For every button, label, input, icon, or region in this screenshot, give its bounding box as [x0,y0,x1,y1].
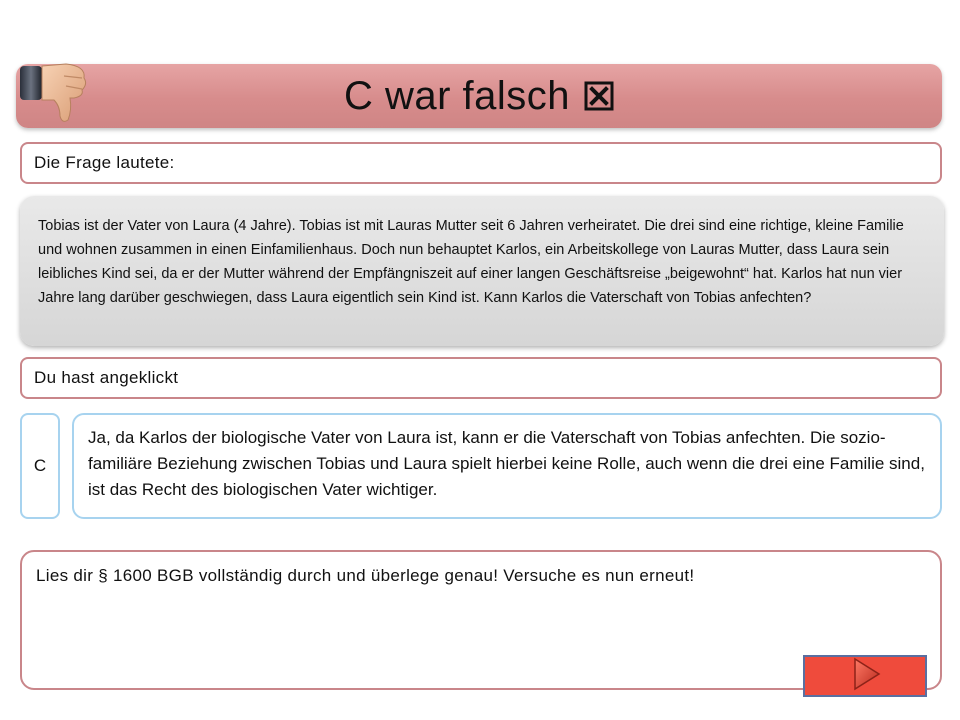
answer-letter-badge: C [20,413,60,519]
title-bar [16,64,942,128]
answer-label: Du hast angeklickt [20,357,942,399]
thumbs-down-icon [14,58,94,128]
question-text: Tobias ist der Vater von Laura (4 Jahre). Tobias ist mit Lauras Mutter seit 6 Jahren verheiratet. Die drei sind eine richtige, kleine Familie und wohnen zusammen in einen Einfamilienhaus. Doch nun behauptet Karlos, ein Arbeitskollege von Lauras Mutter, dass Laura sein leibliches Kind sei, da er der Mutter während der Empfängniszeit auf einer langen Geschäftsreise „beigewohnt“ hat. Karlos hat nun vier Jahre lang darüber geschwiegen, dass Laura eigentlich sein Kind ist. Kann Karlos die Vaterschaft von Tobias anfechten? [20,196,944,346]
next-button[interactable] [803,655,927,697]
question-label: Die Frage lautete: [20,142,942,184]
page-title: C war falsch [343,73,571,118]
answer-text: Ja, da Karlos der biologische Vater von Laura ist, kann er die Vaterschaft von Tobias anfechten. Die sozio-familiäre Beziehung zwischen Tobias und Laura spielt hierbei keine Rolle, auch wenn die drei eine Familie sind, ist das Recht des biologischen Vater wichtiger. [72,413,942,519]
x-box-icon [584,81,614,111]
play-forward-icon [847,656,883,697]
feedback-text: Lies dir § 1600 BGB vollständig durch und überlege genau! Versuche es nun erneut! [36,566,695,585]
